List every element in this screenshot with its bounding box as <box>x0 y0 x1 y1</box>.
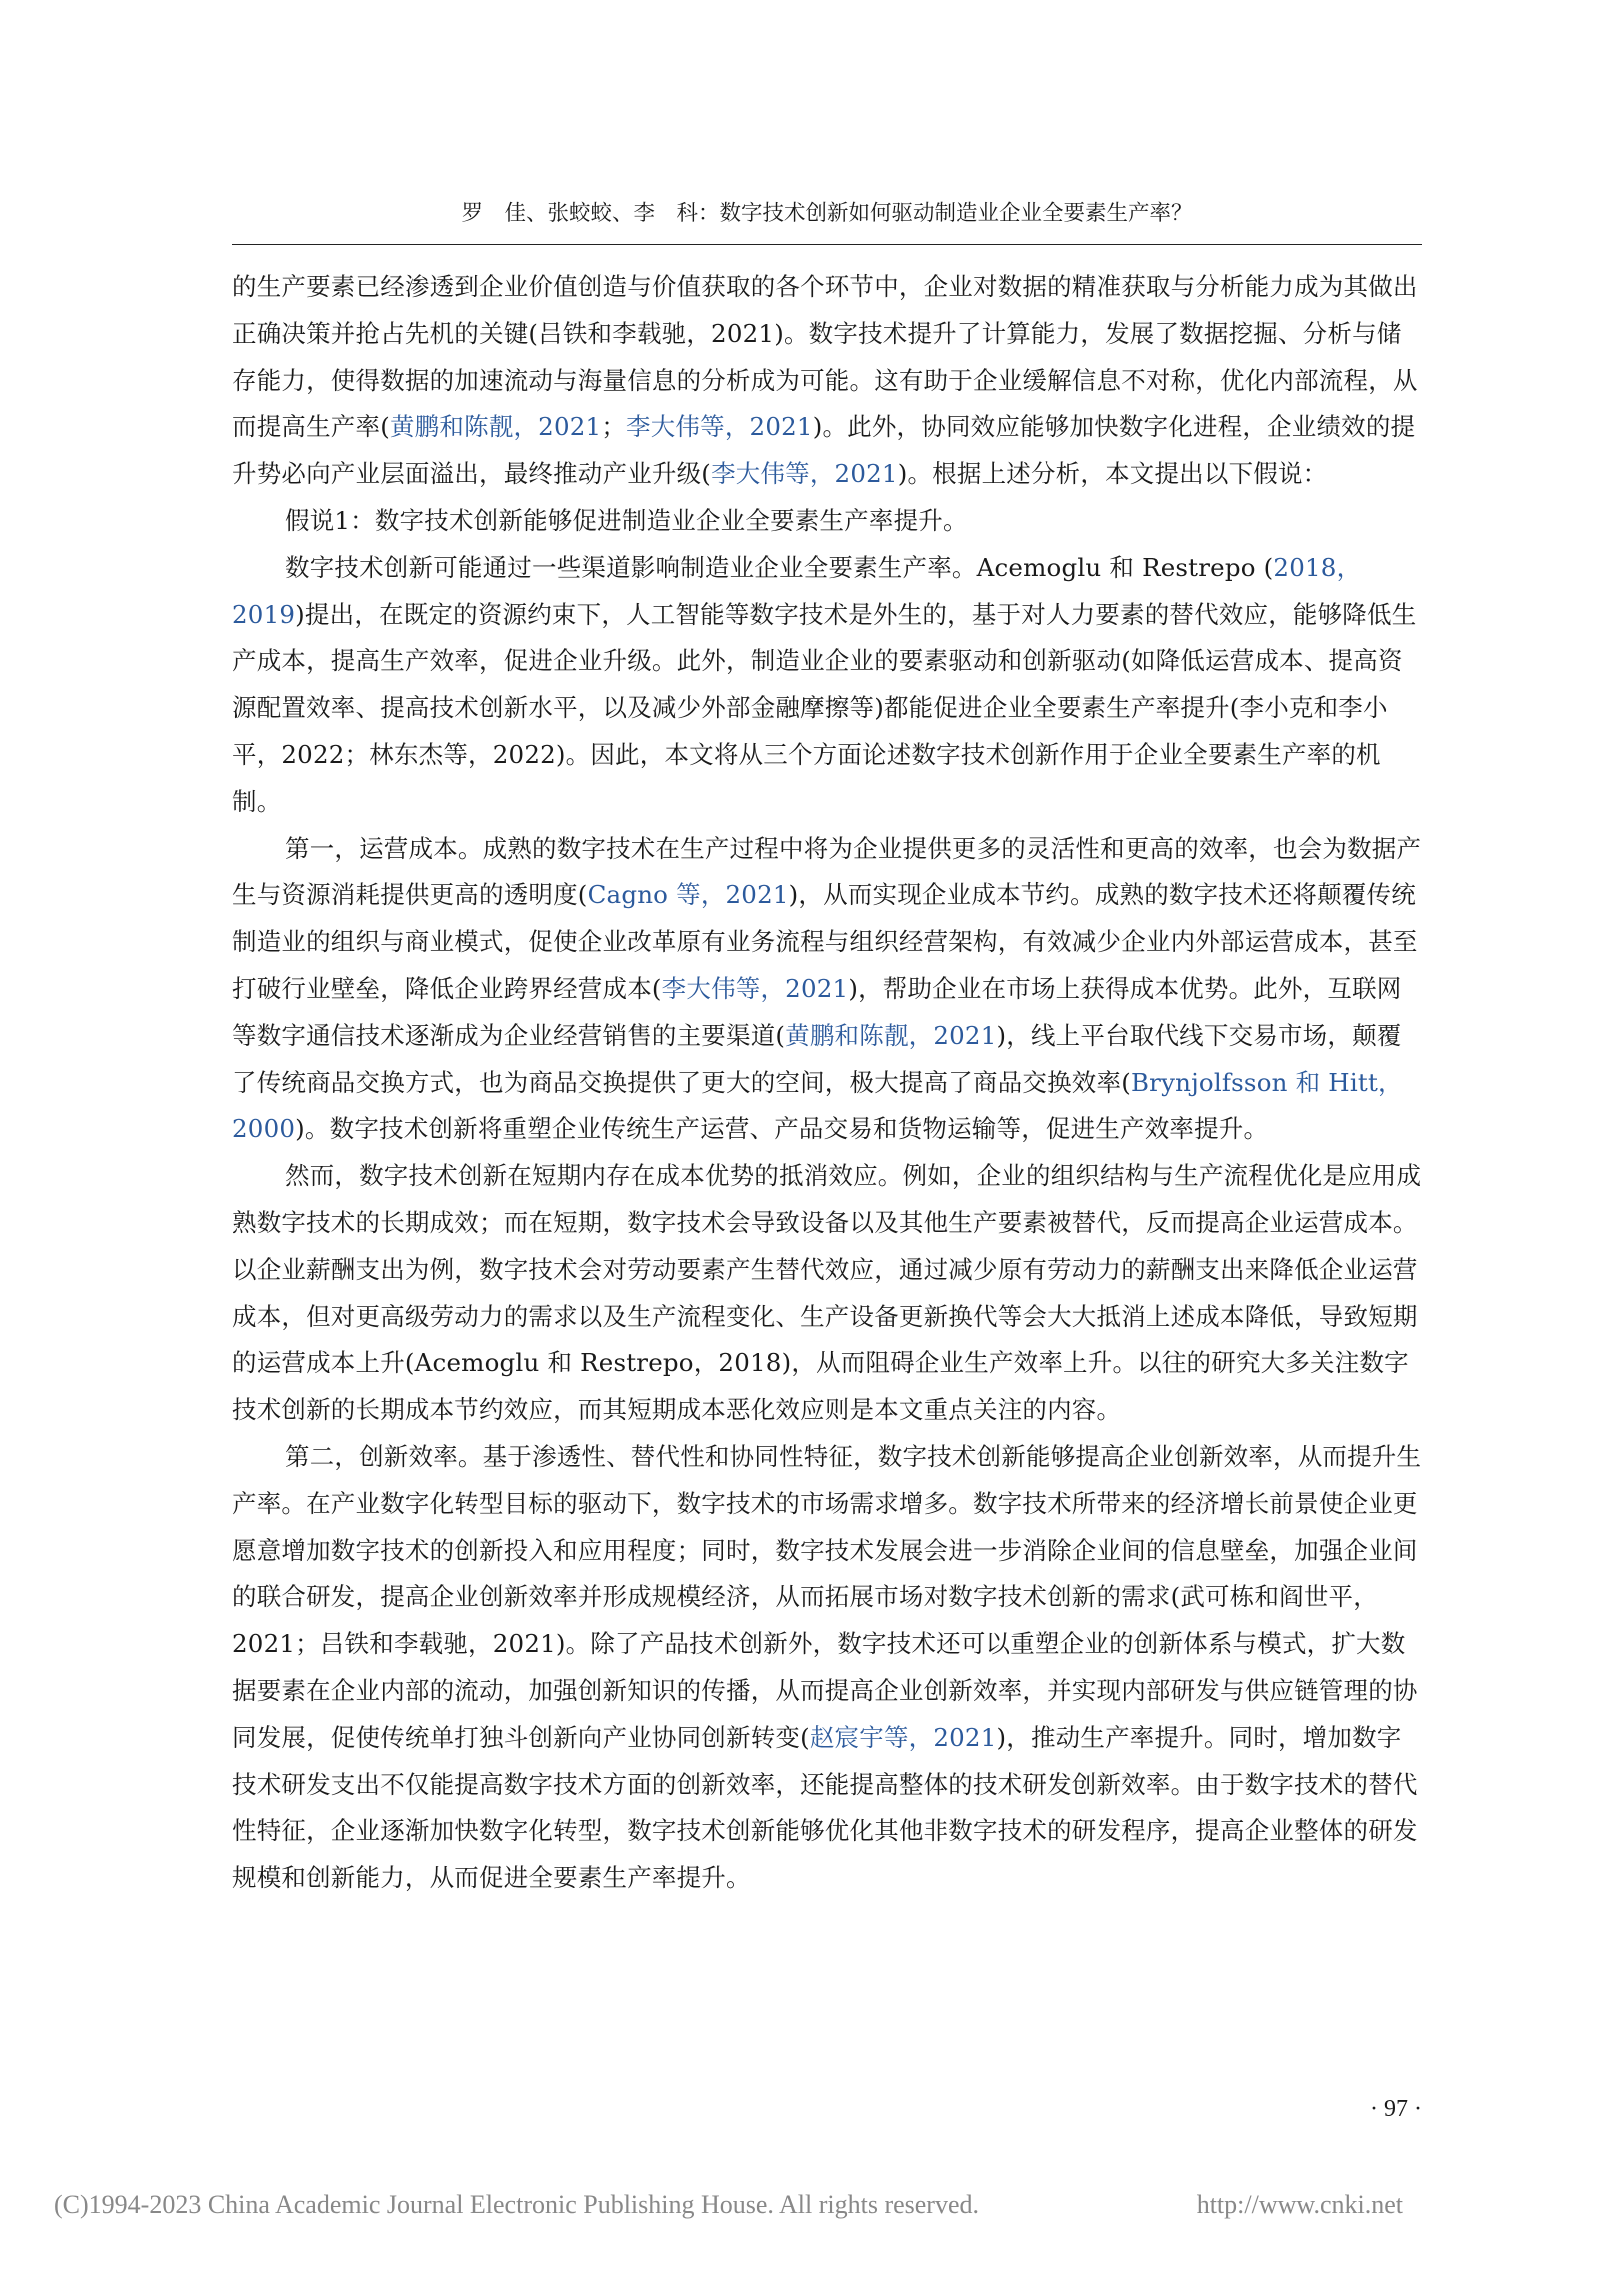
paragraph-text: )，从而实现企业成本节约。成熟的数字技术还将颠覆传统制造业的组织与商业模式，促使企业改革原有业务流程与组织经营架构，有效减少企业内外部运营成本，甚至打破行业壁垒，降低企业跨界经营成本( <box>232 880 1418 1003</box>
citation-link[interactable]: 黄鹏和陈靓，2021 <box>389 412 602 442</box>
paragraph-text: 然而，数字技术创新在短期内存在成本优势的抵消效应。例如，企业的组织结构与生产流程优化是应用成熟数字技术的长期成效；而在短期，数字技术会导致设备以及其他生产要素被替代，反而提高企业运营成本。以企业薪酬支出为例，数字技术会对劳动要素产生替代效应，通过减少原有劳动力的薪酬支出来降低企业运营成本，但对更高级劳动力的需求以及生产流程变化、生产设备更新换代等会大大抵消上述成本降低，导致短期的运营成本上升(Acemoglu 和 Restrepo，2018)，从而阻碍企业生产效率上升。以往的研究大多关注数字技术创新的长期成本节约效应，而其短期成本恶化效应则是本文重点关注的内容。 <box>232 1161 1422 1425</box>
paragraph-text: )提出，在既定的资源约束下，人工智能等数字技术是外生的，基于对人力要素的替代效应，能够降低生产成本，提高生产效率，促进企业升级。此外，制造业企业的要素驱动和创新驱动(如降低运营成本、提高资源配置效率、提高技术创新水平，以及减少外部金融摩擦等)都能促进企业全要素生产率提升(李小克和李小平，2022；林东杰等，2022)。因此，本文将从三个方面论述数字技术创新作用于企业全要素生产率的机制。 <box>232 599 1417 816</box>
citation-link[interactable]: 2019 <box>232 599 296 629</box>
paragraph-text: )。根据上述分析，本文提出以下假说： <box>897 459 1328 489</box>
citation-link[interactable]: Brynjolfsson 和 Hitt，2000 <box>232 1067 1403 1144</box>
paragraph-text: ； <box>601 412 627 442</box>
body-text <box>232 264 1422 1902</box>
citation-link[interactable]: ， <box>1336 552 1362 582</box>
paragraph <box>232 264 1422 498</box>
paragraph-text: 第一，运营成本。成熟的数字技术在生产过程中将为企业提供更多的灵活性和更高的效率，也会为数据产生与资源消耗提供更高的透明度( <box>232 833 1422 910</box>
paragraph-text: )，帮助企业在市场上获得成本优势。此外，互联网等数字通信技术逐渐成为企业经营销售的主要渠道( <box>232 973 1402 1050</box>
citation-link[interactable]: 李大伟等，2021 <box>711 459 898 489</box>
paragraph-text: 假说1：数字技术创新能够促进制造业企业全要素生产率提升。 <box>285 505 968 535</box>
citation-link[interactable]: 李大伟等，2021 <box>661 973 849 1003</box>
running-header: 罗 佳、张蛟蛟、李 科：数字技术创新如何驱动制造业企业全要素生产率？ <box>461 201 1193 226</box>
paragraph <box>232 1434 1422 1902</box>
paragraph-text: )，推动生产率提升。同时，增加数字技术研发支出不仅能提高数字技术方面的创新效率，还能提高整体的技术研发创新效率。由于数字技术的替代性特征，企业逐渐加快数字化转型，数字技术创新能够优化其他非数字技术的研发程序，提高企业整体的研发规模和创新能力，从而促进全要素生产率提升。 <box>232 1722 1418 1893</box>
paragraph-text: 数字技术创新可能通过一些渠道影响制造业企业全要素生产率。Acemoglu 和 Restrepo ( <box>285 552 1274 582</box>
header-rule <box>232 244 1422 245</box>
footer <box>0 2190 1622 2230</box>
paragraph-text: )，线上平台取代线下交易市场，颠覆了传统商品交换方式，也为商品交换提供了更大的空间，极大提高了商品交换效率( <box>232 1020 1402 1097</box>
paragraph <box>232 826 1422 1154</box>
page-number: · 97 · <box>1370 2096 1422 2122</box>
citation-link[interactable]: 2018 <box>1273 552 1337 582</box>
footer-copyright: (C)1994-2023 China Academic Journal Electronic Publishing House. All rights reserved. <box>54 2190 979 2219</box>
citation-link[interactable]: 黄鹏和陈靓，2021 <box>785 1020 997 1050</box>
citation-link[interactable]: 李大伟等，2021 <box>626 412 813 442</box>
paragraph-text: 的生产要素已经渗透到企业价值创造与价值获取的各个环节中，企业对数据的精准获取与分析能力成为其做出正确决策并抢占先机的关键(吕铁和李载驰，2021)。数字技术提升了计算能力，发展了数据挖掘、分析与储存能力，使得数据的加速流动与海量信息的分析成为可能。这有助于企业缓解信息不对称，优化内部流程，从而提高生产率( <box>232 272 1418 442</box>
paragraph <box>232 498 1422 545</box>
paragraph <box>232 1153 1422 1434</box>
paragraph <box>232 545 1422 826</box>
paragraph-text: )。此外，协同效应能够加快数字化进程，企业绩效的提升势必向产业层面溢出，最终推动产业升级( <box>232 412 1416 489</box>
footer-url[interactable]: http://www.cnki.net <box>1196 2190 1403 2219</box>
paragraph-text: )。数字技术创新将重塑企业传统生产运营、产品交易和货物运输等，促进生产效率提升。 <box>295 1114 1269 1144</box>
citation-link[interactable]: Cagno 等，2021 <box>587 880 789 910</box>
citation-link[interactable]: 赵宸宇等，2021 <box>809 1722 997 1752</box>
paragraph-text: 第二，创新效率。基于渗透性、替代性和协同性特征，数字技术创新能够提高企业创新效率，从而提升生产率。在产业数字化转型目标的驱动下，数字技术的市场需求增多。数字技术所带来的经济增长前景使企业更愿意增加数字技术的创新投入和应用程度；同时，数字技术发展会进一步消除企业间的信息壁垒，加强企业间的联合研发，提高企业创新效率并形成规模经济，从而拓展市场对数字技术创新的需求(武可栋和阎世平，2021；吕铁和李载驰，2021)。除了产品技术创新外，数字技术还可以重塑企业的创新体系与模式，扩大数据要素在企业内部的流动，加强创新知识的传播，从而提高企业创新效率，并实现内部研发与供应链管理的协同发展，促使传统单打独斗创新向产业协同创新转变( <box>232 1441 1422 1752</box>
